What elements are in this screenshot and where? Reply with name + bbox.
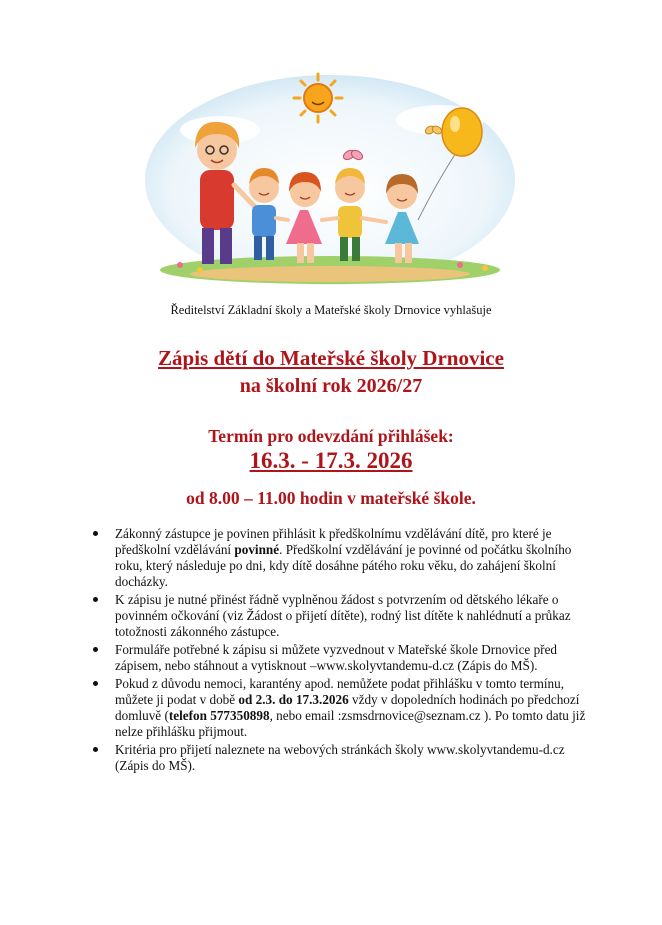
list-item: Formuláře potřebné k zápisu si můžete vyzvednout v Mateřské škole Drnovice před zápisem, nebo stáhnout a vytisknout –www.skolyvtandemu-d.cz (Zápis do MŠ). bbox=[93, 642, 593, 674]
bullet-icon bbox=[93, 747, 98, 752]
page-title: Zápis dětí do Mateřské školy Drnovice bbox=[158, 346, 504, 370]
bullet-icon bbox=[93, 681, 98, 686]
office-hours: od 8.00 – 11.00 hodin v mateřské škole. bbox=[186, 488, 476, 508]
list-item: K zápisu je nutné přinést řádně vyplněnou žádost s potvrzením od dětského lékaře o povinném očkování (viz Žádost o přijetí dítěte), rodný list dítěte k nahlédnutí a průkaz totožnosti zákonného zástupce. bbox=[93, 592, 593, 640]
bullet-icon bbox=[93, 597, 98, 602]
list-item: Pokud z důvodu nemoci, karantény apod. nemůžete podat přihlášku v tomto termínu, můžete ji podat v době od 2.3. do 17.3.2026 vždy v dopoledních hodinách po předchozí domluvě (telefon 577350898, nebo email :zsmsdrnovice@seznam.cz ). Po tomto datu již nelze přihlášku přijmout. bbox=[93, 676, 593, 740]
bullet-icon bbox=[93, 531, 98, 536]
teacher-children-illustration bbox=[140, 60, 520, 290]
school-year-subtitle: na školní rok 2026/27 bbox=[239, 375, 423, 397]
list-item: Kritéria pro přijetí naleznete na webových stránkách školy www.skolyvtandemu-d.cz (Zápis do MŠ). bbox=[93, 742, 593, 774]
deadline-date: 16.3. - 17.3. 2026 bbox=[249, 448, 413, 473]
list-item: Zákonný zástupce je povinen přihlásit k předškolnímu vzdělávání dítě, pro které je předškolní vzdělávání povinné. Předškolní vzdělávání je povinné od počátku školního roku, který následuje po dni, kdy dítě dosáhne pátého roku věku, do zahájení školní docházky. bbox=[93, 526, 593, 590]
intro-line: Ředitelství Základní školy a Mateřské školy Drnovice vyhlašuje bbox=[170, 303, 492, 317]
bullet-icon bbox=[93, 647, 98, 652]
deadline-label: Termín pro odevzdání přihlášek: bbox=[208, 426, 454, 446]
sun-icon bbox=[294, 74, 342, 122]
info-bullet-list bbox=[93, 526, 593, 776]
